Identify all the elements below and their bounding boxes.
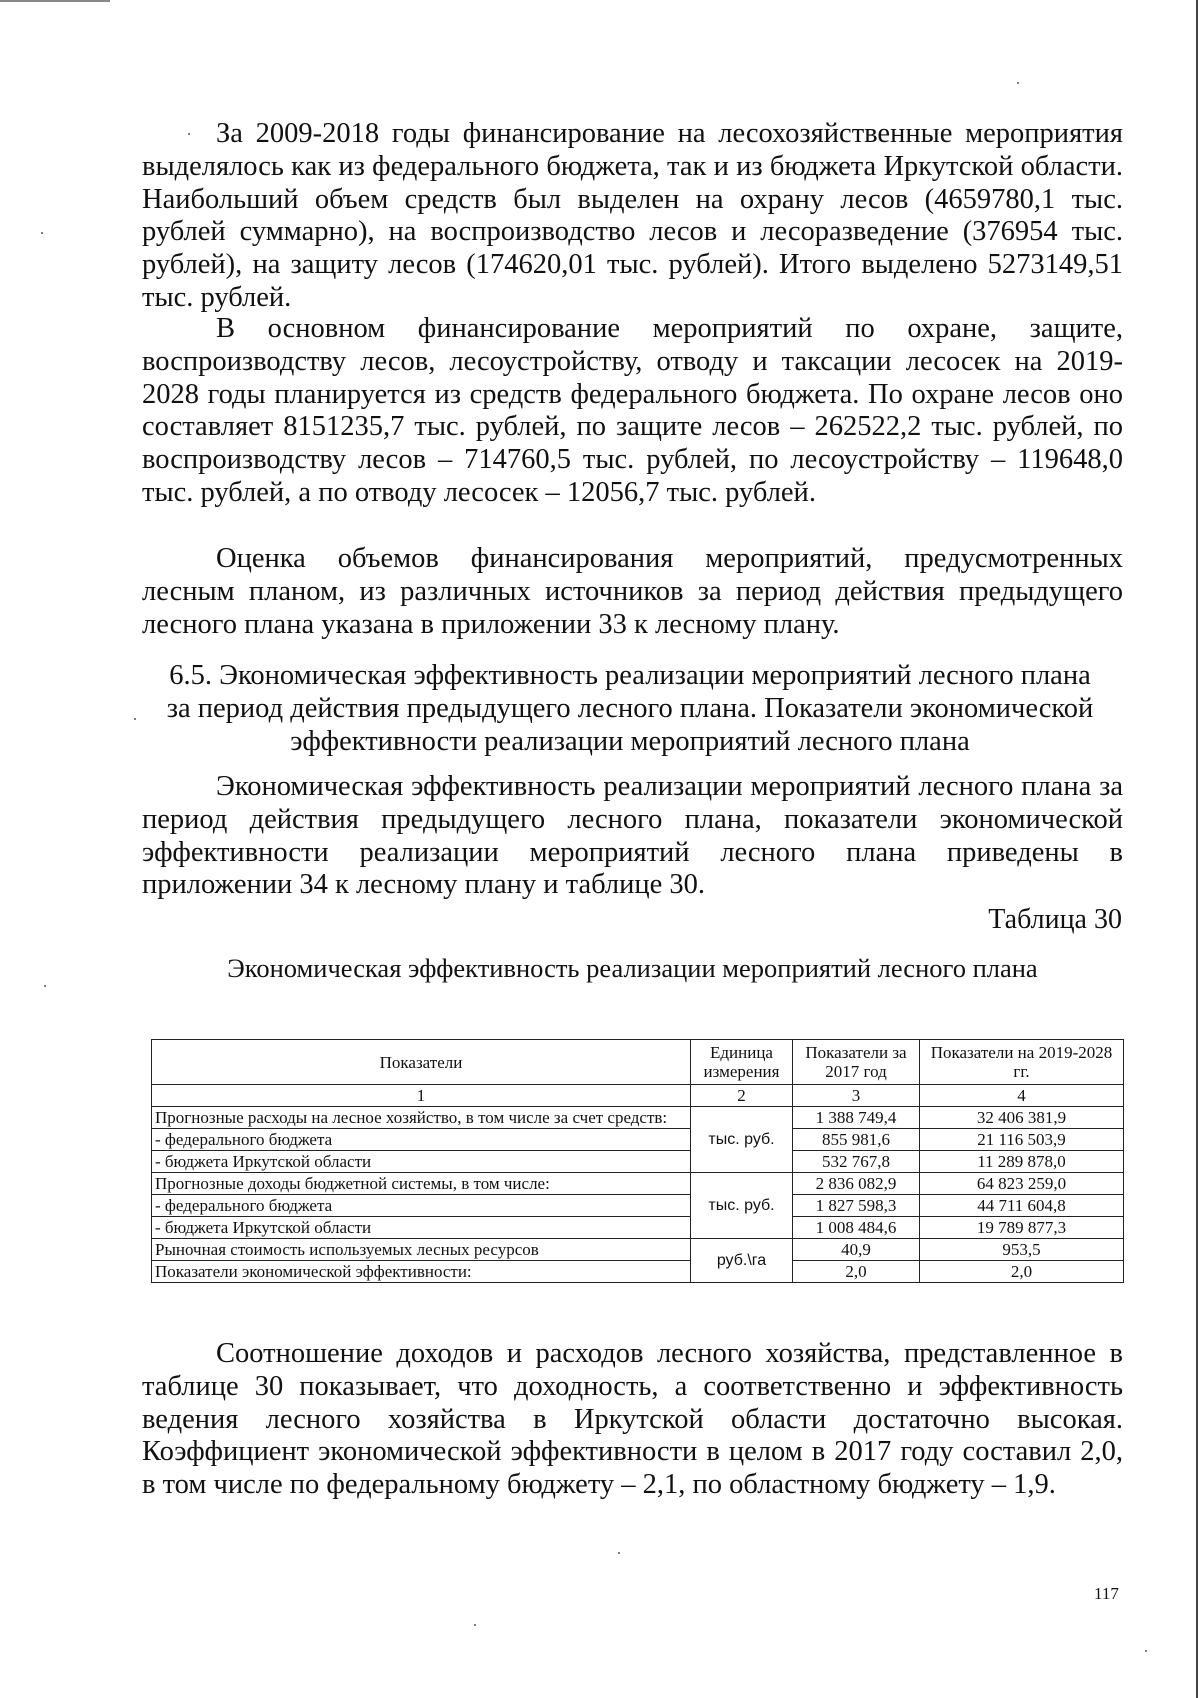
value-2017: 532 767,8 <box>793 1151 920 1173</box>
paragraph-financing-assessment: Оценка объемов финансирования мероприятий, предусмотренных лесным планом, из различных источников за период действия предыдущего лесного плана указана в приложении 33 к лесному плану. <box>142 543 1123 640</box>
section-heading-line-2: за период действия предыдущего лесного плана. Показатели экономической <box>166 693 1094 724</box>
row-label: - бюджета Иркутской области <box>152 1151 691 1173</box>
paragraph-financing-2019-2028: В основном финансирование мероприятий по охране, защите, воспроизводству лесов, лесоустройству, отводу и таксации лесосек на 2019-2028 годы планируется из средств федерального бюджета. По охране лесов оно составляет 8151235,7 тыс. рублей, по защите лесов – 262522,2 тыс. рублей, по воспроизводству лесов – 714760,5 тыс. рублей, по лесоустройству – 119648,0 тыс. рублей, а по отводу лесосек – 12056,7 тыс. рублей. <box>142 313 1123 508</box>
scan-speck <box>44 985 46 987</box>
row-label: - федерального бюджета <box>152 1129 691 1151</box>
scan-speck <box>41 232 43 234</box>
column-number: 1 <box>152 1085 691 1107</box>
value-2019-2028: 953,5 <box>920 1239 1124 1261</box>
unit-cell-expenses: тыс. руб. <box>691 1107 793 1173</box>
value-2017: 2 836 082,9 <box>793 1173 920 1195</box>
value-2017: 1 388 749,4 <box>793 1107 920 1129</box>
value-2019-2028: 44 711 604,8 <box>920 1195 1124 1217</box>
value-2017: 2,0 <box>793 1261 920 1283</box>
header-2019-2028: Показатели на 2019-2028 гг. <box>920 1040 1124 1085</box>
header-unit: Единица измерения <box>691 1040 793 1085</box>
efficiency-table <box>151 1039 1124 1283</box>
table-row <box>152 1261 1124 1283</box>
unit-cell-revenues: тыс. руб. <box>691 1173 793 1239</box>
table-row <box>152 1151 1124 1173</box>
row-label: Прогнозные расходы на лесное хозяйство, в том числе за счет средств: <box>152 1107 691 1129</box>
row-label: Прогнозные доходы бюджетной системы, в том числе: <box>152 1173 691 1195</box>
table-label: Таблица 30 <box>988 904 1122 935</box>
value-2019-2028: 32 406 381,9 <box>920 1107 1124 1129</box>
table-row <box>152 1107 1124 1129</box>
column-number: 4 <box>920 1085 1124 1107</box>
header-2017: Показатели за 2017 год <box>793 1040 920 1085</box>
value-2019-2028: 64 823 259,0 <box>920 1173 1124 1195</box>
table-row <box>152 1239 1124 1261</box>
scan-speck <box>1145 1650 1147 1652</box>
value-2019-2028: 11 289 878,0 <box>920 1151 1124 1173</box>
column-number: 3 <box>793 1085 920 1107</box>
value-2017: 40,9 <box>793 1239 920 1261</box>
table-row <box>152 1217 1124 1239</box>
paragraph-financing-2009-2018: За 2009-2018 годы финансирование на лесохозяйственные мероприятия выделялось как из федерального бюджета, так и из бюджета Иркутской области. Наибольший объем средств был выделен на охрану лесов (4659780,1 тыс. рублей суммарно), на воспроизводство лесов и лесоразведение (376954 тыс. рублей), на защиту лесов (174620,01 тыс. рублей). Итого выделено 5273149,51 тыс. рублей. <box>142 118 1123 313</box>
table-row <box>152 1195 1124 1217</box>
section-heading-line-3: эффективности реализации мероприятий лесного плана <box>290 726 970 757</box>
header-indicators: Показатели <box>152 1040 691 1085</box>
paragraph-efficiency-conclusion: Соотношение доходов и расходов лесного хозяйства, представленное в таблице 30 показывает, что доходность, а соответственно и эффективность ведения лесного хозяйства в Иркутской области достаточно высокая. Коэффициент экономической эффективности в целом в 2017 году составил 2,0, в том числе по федеральному бюджету – 2,1, по областному бюджету – 1,9. <box>142 1338 1123 1501</box>
unit-cell-market: руб.\га <box>691 1239 793 1283</box>
table-title: Экономическая эффективность реализации мероприятий лесного плана <box>227 953 1038 983</box>
value-2019-2028: 19 789 877,3 <box>920 1217 1124 1239</box>
table-header-row <box>152 1040 1124 1085</box>
paragraph-efficiency-intro: Экономическая эффективность реализации мероприятий лесного плана за период действия предыдущего лесного плана, показатели экономической эффективности реализации мероприятий лесного плана приведены в приложении 34 к лесному плану и таблице 30. <box>142 771 1123 901</box>
scan-edge-top <box>0 0 110 2</box>
value-2017: 1 827 598,3 <box>793 1195 920 1217</box>
scan-speck <box>618 1552 620 1554</box>
page-number: 117 <box>1094 1584 1119 1603</box>
value-2019-2028: 2,0 <box>920 1261 1124 1283</box>
scan-edge-right <box>1196 0 1198 1698</box>
table-row <box>152 1173 1124 1195</box>
value-2017: 855 981,6 <box>793 1129 920 1151</box>
scan-speck <box>134 718 136 720</box>
row-label: - федерального бюджета <box>152 1195 691 1217</box>
section-heading <box>130 659 1130 758</box>
table-row <box>152 1129 1124 1151</box>
table-column-numbers-row <box>152 1085 1124 1107</box>
value-2017: 1 008 484,6 <box>793 1217 920 1239</box>
scan-speck <box>188 133 190 135</box>
column-number: 2 <box>691 1085 793 1107</box>
row-label: Показатели экономической эффективности: <box>152 1261 691 1283</box>
row-label: - бюджета Иркутской области <box>152 1217 691 1239</box>
scan-speck <box>1017 82 1019 84</box>
row-label: Рыночная стоимость используемых лесных ресурсов <box>152 1239 691 1261</box>
section-heading-line-1: 6.5. Экономическая эффективность реализации мероприятий лесного плана <box>169 660 1091 691</box>
value-2019-2028: 21 116 503,9 <box>920 1129 1124 1151</box>
scan-speck <box>474 1624 476 1626</box>
